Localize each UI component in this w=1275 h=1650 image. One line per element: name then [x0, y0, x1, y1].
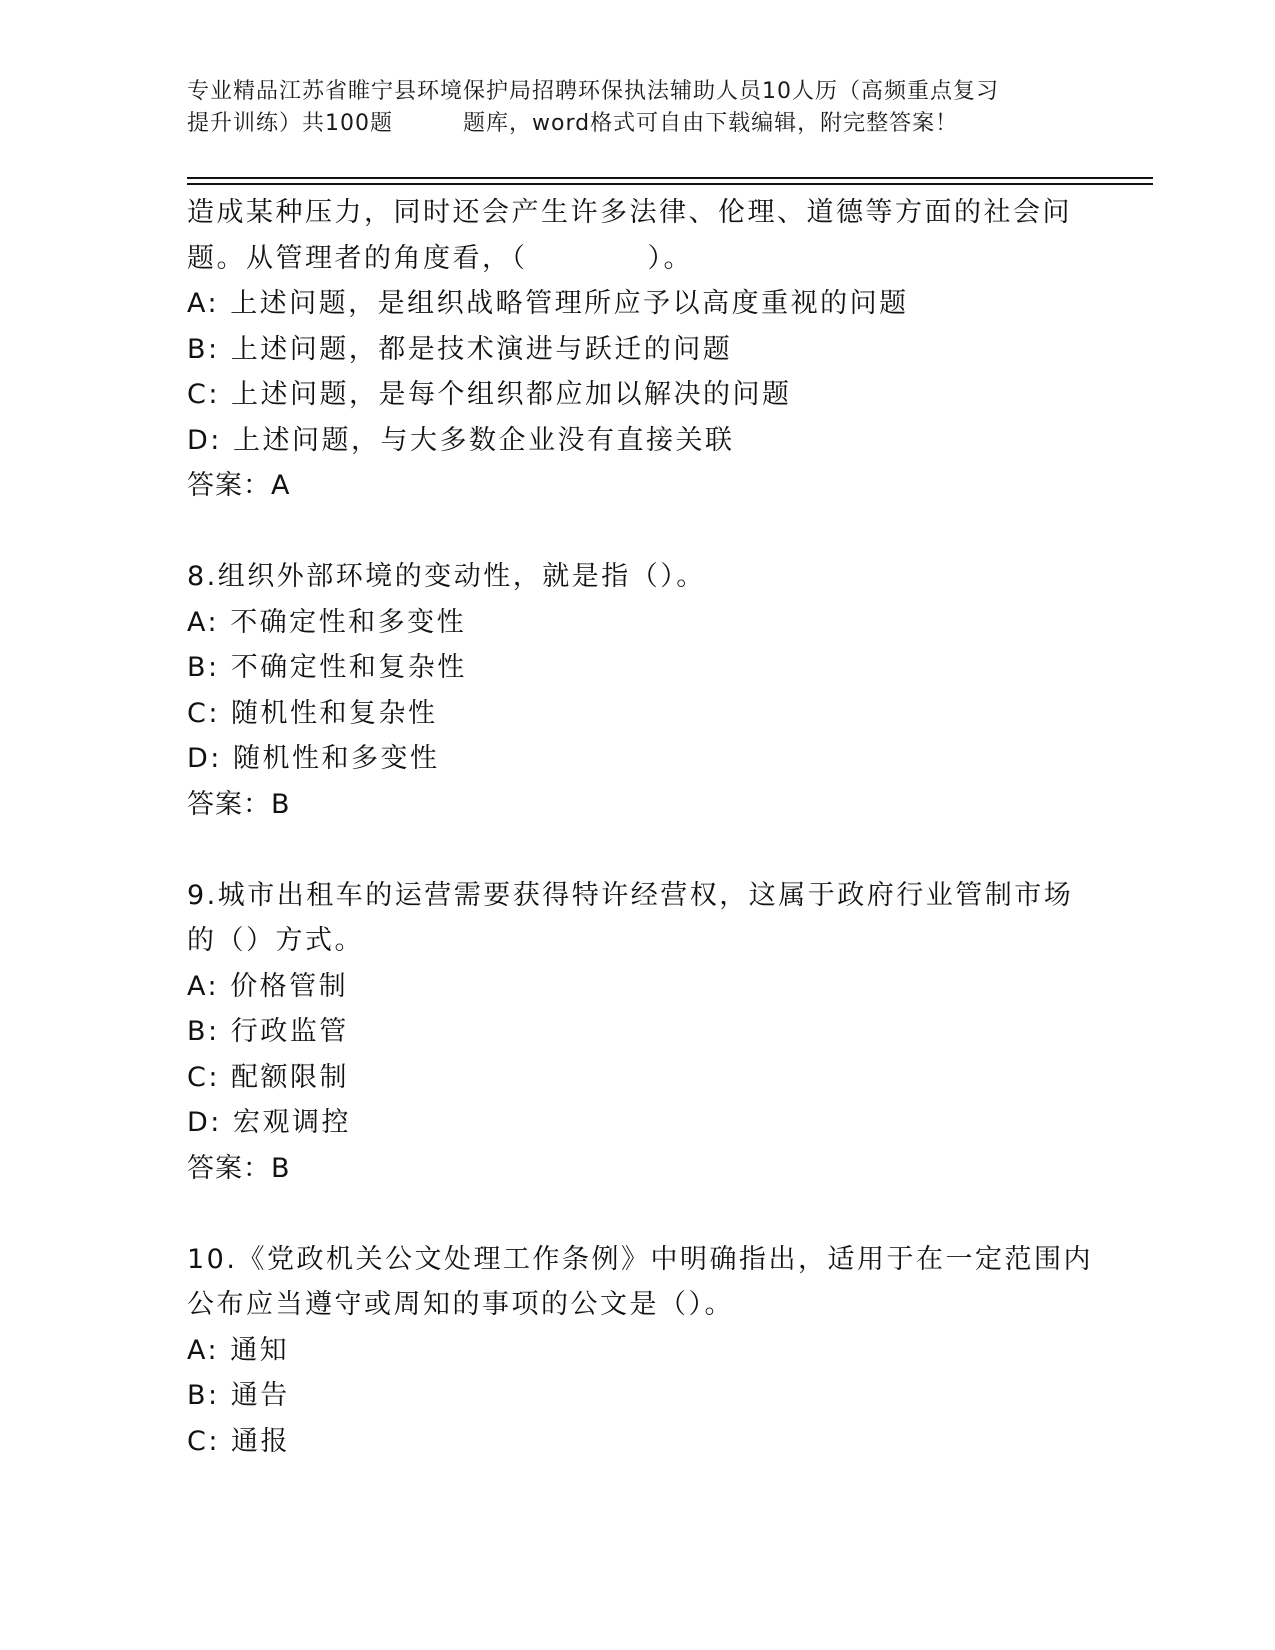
document-body: [187, 190, 1097, 1464]
option-label: B:: [187, 1016, 220, 1047]
question-8: [187, 554, 1097, 827]
option-text: 随机性和多变性: [232, 743, 440, 774]
question-7-option-a: [187, 281, 1097, 327]
question-10-stem-line-2: 公布应当遵守或周知的事项的公文是（）。: [187, 1289, 734, 1320]
question-9-option-a: [187, 964, 1097, 1010]
header-line-1: 专业精品江苏省睢宁县环境保护局招聘环保执法辅助人员10人历（高频重点复习: [187, 79, 999, 104]
question-9-option-c: [187, 1055, 1097, 1101]
question-10: [187, 1237, 1097, 1465]
option-label: B:: [187, 652, 220, 683]
option-label: A:: [187, 288, 220, 319]
question-8-option-a: [187, 600, 1097, 646]
option-label: D:: [187, 743, 222, 774]
question-7: [187, 190, 1097, 509]
option-label: C:: [187, 1425, 220, 1457]
option-text: 随机性和复杂性: [231, 697, 438, 729]
option-label: B:: [187, 1380, 220, 1411]
question-9-answer: 答案：B: [187, 1152, 291, 1184]
option-text: 通报: [231, 1425, 291, 1457]
option-label: C:: [187, 1061, 220, 1093]
option-label: A:: [187, 970, 220, 1002]
option-text: 宏观调控: [232, 1107, 351, 1138]
question-8-option-c: [187, 691, 1097, 737]
question-10-option-c: [187, 1419, 1097, 1465]
option-text: 上述问题，与大多数企业没有直接关联: [232, 424, 735, 456]
question-10-option-b: [187, 1373, 1097, 1419]
header-line-2: [187, 108, 1087, 140]
option-text: 上述问题，是组织战略管理所应予以高度重视的问题: [230, 288, 909, 319]
option-label: D:: [187, 1107, 222, 1138]
option-label: A:: [187, 1334, 220, 1366]
option-text: 行政监管: [230, 1016, 349, 1047]
option-text: 上述问题，都是技术演进与跃迁的问题: [230, 333, 733, 365]
header-rule-bottom: [187, 183, 1153, 185]
question-9: [187, 873, 1097, 1192]
question-10-option-a: [187, 1328, 1097, 1374]
question-8-answer: 答案：B: [187, 788, 291, 820]
question-7-option-c: [187, 372, 1097, 418]
option-label: B:: [187, 333, 220, 365]
question-7-stem-line-2-b: ）。: [647, 242, 693, 274]
question-10-stem-line-1: 10.《党政机关公文处理工作条例》中明确指出，适用于在一定范围内: [187, 1243, 1093, 1275]
question-7-stem-line-2-a: 题。从管理者的角度看，（: [187, 242, 528, 274]
question-8-option-d: [187, 736, 1097, 782]
option-text: 通知: [230, 1334, 290, 1366]
question-7-option-d: [187, 418, 1097, 464]
question-7-option-b: [187, 327, 1097, 373]
question-7-answer: 答案：A: [187, 470, 291, 501]
question-9-stem-line-2: 的（）方式。: [187, 925, 364, 956]
option-label: D:: [187, 424, 222, 456]
option-text: 不确定性和多变性: [230, 606, 467, 638]
header-line-2-part-a: 提升训练）共100题: [187, 111, 393, 136]
option-text: 配额限制: [231, 1061, 350, 1093]
question-9-option-d: [187, 1100, 1097, 1146]
option-text: 不确定性和复杂性: [230, 652, 467, 683]
option-text: 上述问题，是每个组织都应加以解决的问题: [231, 379, 792, 410]
option-text: 通告: [230, 1380, 290, 1411]
question-9-stem-line-1: 9.城市出租车的运营需要获得特许经营权，这属于政府行业管制市场: [187, 879, 1074, 911]
question-8-stem-line-1: 8.组织外部环境的变动性，就是指（）。: [187, 561, 706, 592]
option-label: C:: [187, 697, 220, 729]
header-rule-top: [187, 177, 1153, 179]
option-text: 价格管制: [230, 970, 349, 1002]
document-header: [187, 76, 1087, 140]
question-7-stem-line-1: 造成某种压力，同时还会产生许多法律、伦理、道德等方面的社会问: [187, 197, 1072, 228]
option-label: A:: [187, 606, 220, 638]
option-label: C:: [187, 379, 220, 410]
question-7-stem-line-2: [187, 236, 1097, 282]
header-line-2-part-b: 题库，word格式可自由下载编辑，附完整答案！: [463, 111, 959, 136]
question-8-option-b: [187, 645, 1097, 691]
question-9-option-b: [187, 1009, 1097, 1055]
